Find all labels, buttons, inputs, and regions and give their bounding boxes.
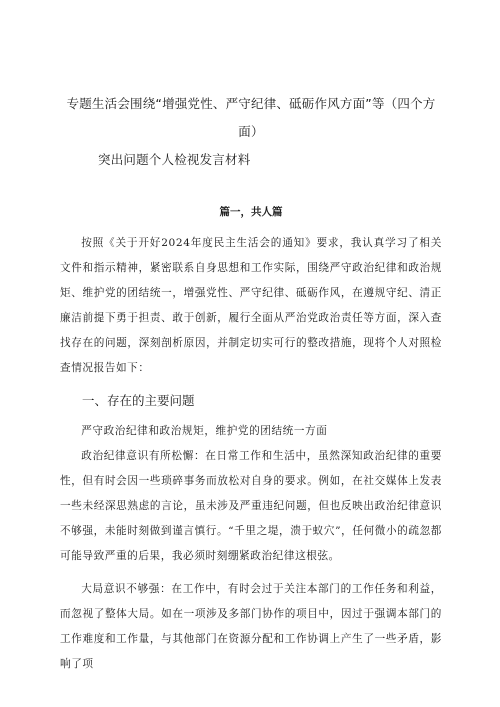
paragraph-political-discipline: 政治纪律意识有所松懈：在日常工作和生活中，虽然深知政治纪律的重要性，但有时会因一些琐碎事务而放松对自身的要求。例如，在社交媒体上发表一些未经深思熟虑的言论，虽未涉及严重违纪问题，但也反映出政治纪律意识不够强，未能时刻做到谨言慎行。“千里之堤，溃于蚁穴”，任何微小的疏忽都可能导致严重的后果，我必须时刻绷紧政治纪律这根弦。 xyxy=(60,450,442,562)
intro-paragraph: 按照《关于开好2024年度民主生活会的通知》要求，我认真学习了相关文件和指示精神，紧密联系自身思想和工作实际，围绕严守政治纪律和政治规矩、维护党的团结统一，增强党性、严守纪律、砥砺作风，在遵规守纪、清正廉洁前提下勇于担责、敢于创新，履行全面从严治党政治责任等方面，深入查找存在的问题，深刻剖析原因，并制定切实可行的整改措施，现将个人对照检查情况报告如下： xyxy=(60,237,442,374)
section-heading: 一、存在的主要问题 xyxy=(82,393,195,408)
document-title xyxy=(60,90,442,174)
title-line-2: 突出问题个人检视发言材料 xyxy=(98,152,251,167)
subsection-heading: 严守政治纪律和政治规矩，维护党的团结统一方面 xyxy=(81,425,328,437)
paragraph-gap xyxy=(60,569,442,577)
chapter-heading: 篇一，共人篇 xyxy=(219,206,283,218)
paragraph-overall-awareness: 大局意识不够强：在工作中，有时会过于关注本部门的工作任务和利益，而忽视了整体大局。如在一项涉及多部门协作的项目中，因过于强调本部门的工作难度和工作量，与其他部门在资源分配和工作协调上产生了一些矛盾，影响了项 xyxy=(60,583,442,670)
title-line-1: 专题生活会围绕“增强党性、严守纪律、砥砺作风方面”等（四个方面） xyxy=(66,96,436,139)
